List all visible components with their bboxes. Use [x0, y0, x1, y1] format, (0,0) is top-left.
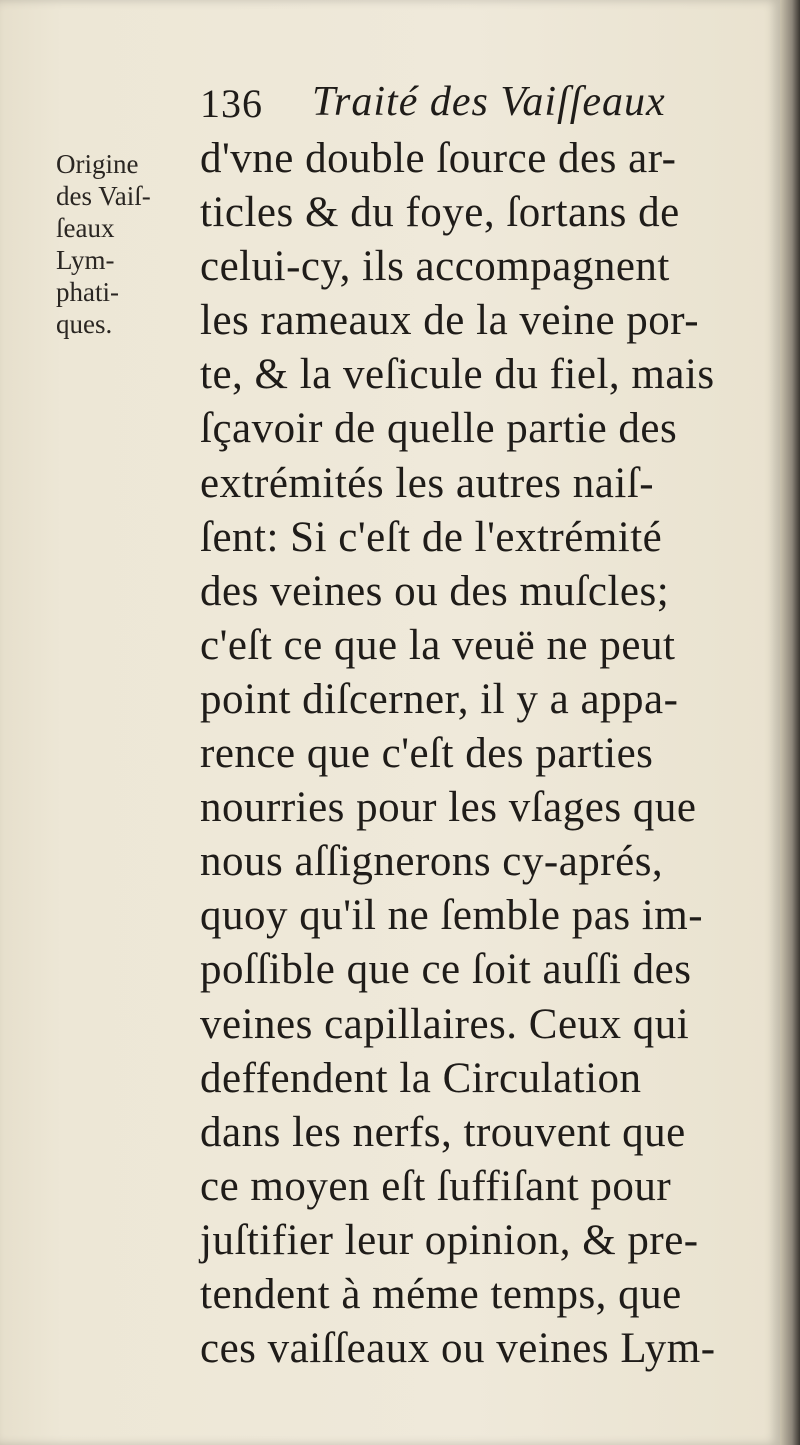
text-line: rence que c'eſt des parties	[200, 730, 654, 778]
text-line: veines capillaires. Ceux qui	[200, 1000, 690, 1048]
text-line: celui-cy, ils accompagnent	[200, 243, 670, 291]
text-line: dans les nerfs, trouvent que	[200, 1108, 686, 1156]
text-line: poſſible que ce ſoit auſſi des	[200, 946, 692, 994]
text-line: ſent: Si c'eſt de l'extrémité	[200, 513, 663, 561]
text-line: les rameaux de la veine por-	[200, 297, 700, 345]
text-line: des veines ou des muſcles;	[200, 567, 670, 615]
body-text	[200, 132, 770, 1376]
text-line: d'vne double ſource des ar-	[200, 135, 677, 182]
text-line: ces vaiſſeaux ou veines Lym-	[200, 1325, 716, 1373]
margin-note-line: Lym-	[56, 245, 115, 275]
text-line: c'eſt ce que la veuë ne peut	[200, 621, 676, 669]
text-line: extrémités les autres naiſ-	[200, 459, 655, 507]
text-line: quoy qu'il ne ſemble pas im-	[200, 892, 704, 940]
text-line: nourries pour les vſages que	[200, 784, 697, 832]
margin-note	[56, 148, 186, 340]
margin-note-line: des Vaiſ-	[56, 181, 151, 211]
margin-note-line: ſeaux	[56, 213, 115, 243]
margin-note-line: Origine	[56, 149, 139, 179]
page-header	[200, 74, 760, 134]
page-number: 136	[200, 81, 263, 126]
running-title: Traité des Vaiſſeaux	[312, 79, 666, 125]
text-line: tendent à méme temps, que	[200, 1270, 682, 1318]
text-line: point diſcerner, il y a appa-	[200, 675, 679, 723]
text-line: nous aſſignerons cy-aprés,	[200, 838, 664, 886]
margin-note-line: ques.	[56, 309, 113, 339]
text-line: deffendent la Circulation	[200, 1054, 642, 1102]
text-line: ce moyen eſt ſuffiſant pour	[200, 1162, 672, 1210]
text-line: ſçavoir de quelle partie des	[200, 405, 678, 453]
page-edge	[780, 0, 800, 1445]
text-line: juſtifier leur opinion, & pre-	[200, 1216, 699, 1264]
text-line: te, & la veſicule du fiel, mais	[200, 351, 715, 399]
text-line: ticles & du foye, ſortans de	[200, 189, 680, 237]
margin-note-line: phati-	[56, 277, 119, 307]
